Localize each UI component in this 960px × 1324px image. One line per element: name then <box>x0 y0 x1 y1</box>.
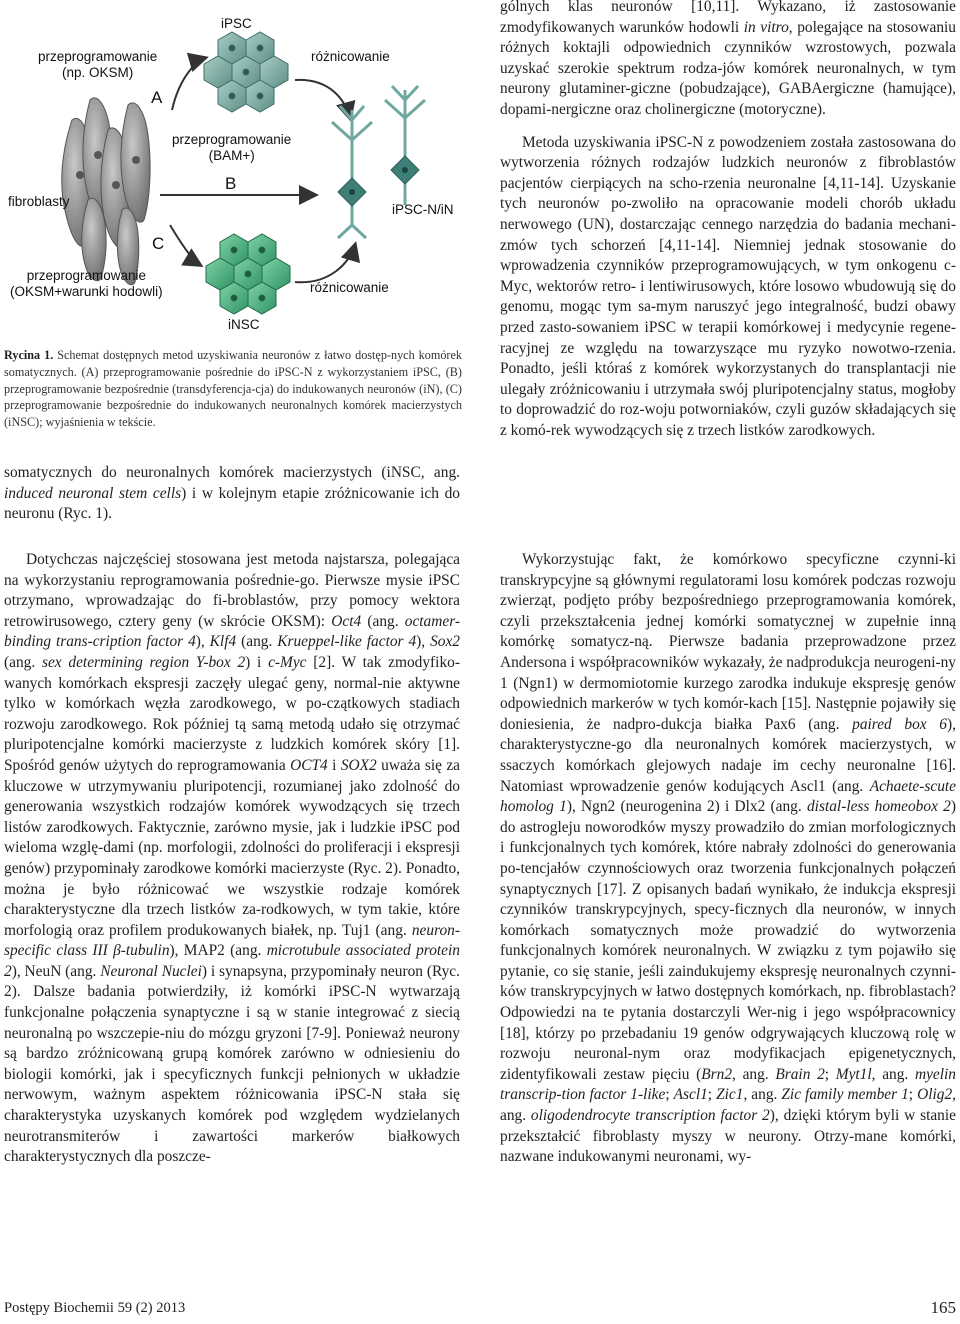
text-run: ), MAP2 (ang. <box>169 942 267 960</box>
italic-term: in vitro <box>743 18 789 36</box>
label-letter-c: C <box>152 234 165 253</box>
left-column <box>4 550 460 1168</box>
italic-term: Brain 2 <box>775 1065 825 1083</box>
italic-term: c-Myc <box>268 653 307 671</box>
left-paragraph-2 <box>4 550 460 1168</box>
arrow-a <box>172 58 205 110</box>
left-paragraph-1 <box>4 463 460 525</box>
journal-footer: Postępy Biochemii 59 (2) 2013 <box>4 1300 186 1316</box>
text-run: ), NeuN (ang. <box>11 962 101 980</box>
text-run: uważa się za kluczowe w utrzymywaniu pluripotencji, rozumianej jako zdolność do generowania wszystkich rodzajów komórek wywodzących się trzech listów zarodkowych. Faktycznie, zarówno mysie, jak i ludzkie iPSC pod wieloma wzglę-dami (np. morfologii, zdolności do proliferacji i ekspresji genów) przypominały zarodkowe komórki macierzyste (Ryc. 2). Ponadto, można je było różnicować we wszystkie rodzaje komórek charakterystyczne dla trzech listków za-rodkowych, w tym takie, które morfologią oraz profilem produkowanych białek, np. Tuj1 (ang. <box>4 756 460 939</box>
text-run: ) i synapsyna, przypominały neuron (Ryc. 2). Dalsze badania potwierdziły, iż komórki iPSC-N wytwarzają funkcjonalne połączenia synaptyczne i są w stanie integrować z siecią neuronalną po wszczepie-niu do mózgu gryzoni [7-9]. Ponieważ neurony są bardzo zróżnicowaną grupą komórek zarówno w odniesieniu do biologii komórki, jak i specyficznych funkcji pełnionych w układzie nerwowym, ważnym aspektem różnicowania iPSC-N stała się charakterystyka uzyskanych komórek pod względem wydzielanych neurotransmiterów i zawartości markerów białkowych charakterystycznych dla poszcze- <box>4 962 460 1166</box>
label-reprog-top-line2: (np. OKSM) <box>62 65 134 80</box>
caption-text: Schemat dostępnych metod uzyskiwania neuronów z łatwo dostęp-nych komórek somatycznych. (A) przeprogramowanie pośrednie do iPSC-N z wykorzystaniem iPSC, (B) przeprogramowanie bezpośrednie (transdyferencja-cja) do indukowanych neuronów (iN), (C) przeprogramowanie bezpośrednie do indukowanych neuronalnych komórek macierzystych (iNSC); wyjaśnienia w tekście. <box>4 348 462 430</box>
text-run: , ang. <box>732 1065 776 1083</box>
text-run: Wykorzystując fakt, że komórkowo specyficzne czynni-ki transkrypcyjne są głównymi regulatorami losu komórek podczas rozwoju zwierząt, podjęto próby bezpośredniego przeprogramowania komórek, czyli przekształcenia jednej komórki somatycznej w zupełnie inną komórkę somatycz-ną. Pierwsze badania przeprowadzone przez Andersona i współpracowników wykazały, że nadprodukcja neurogeni-ny 1 (Ngn1) w dermomiotomie kurzego zarodka indukuje ekspresję genów odpowiednich markerów w tych komór-kach [15]. Następnie pojawiły się doniesienia, że nadpro-dukcja białka Pax6 (ang. <box>500 551 956 733</box>
italic-term: Zic1 <box>716 1086 744 1104</box>
label-ipsc-in: iPSC-N/iN <box>392 202 454 217</box>
text-run: ) do astrogleju noworodków myszy prowadziło do zmian morfologicznych i funkcjonalnych tych komórek, które nabrały zdolności do generowania po-tencjałów czynnościowych oraz tworzenia funkcjonalnych połączeń synaptycznych [17]. Z opisanych badań wynikało, że indukcja ekspresji czynników transkrypcyjnych, specy-ficznych dla neuronów, w innych komórkach somatycznych może prowadzić do wytworzenia funkcjonalnych komórek neuronalnych. W związku z tym pojawiło się pytanie, co się stanie, jeśli zaindukujemy ekspresję neuronalnych czynni-ków transkrypcyjnych w łatwo dostępnych komórkach, np. fibroblastach? Odpowiedzi na te pytania dostarczyli Wer-nig i jego współpracownicy [18], którzy po przebadaniu 19 genów odgrywających kluczową rolę w rozwoju neuronal-nym oraz modyfikacjach epigenetycznych, zidentyfikowali zestaw pięciu ( <box>500 798 956 1083</box>
text-run: i <box>327 756 341 774</box>
text-run: gólnych klas neuronów [10,11]. Wykazano, iż zastosowanie zmodyfikowanych warunków hodowli <box>500 0 956 36</box>
italic-term: Ascl1 <box>673 1086 708 1104</box>
text-run: ; <box>824 1065 836 1083</box>
text-run: , ang. <box>871 1065 915 1083</box>
text-run: ; <box>665 1086 674 1104</box>
label-letter-b: B <box>225 174 237 193</box>
insc-cluster <box>206 234 290 314</box>
italic-term: Myt1l <box>835 1065 872 1083</box>
left-p1-italic: induced neuronal stem cells <box>4 484 182 502</box>
text-run: (ang. <box>4 653 42 671</box>
text-run: ), Ngn2 (neurogenina 2) i Dlx2 (ang. <box>566 798 807 816</box>
italic-term: microtubule associated protein 2 <box>4 942 460 980</box>
italic-term: octamer-binding trans-cription factor 4 <box>4 612 460 651</box>
label-fibroblasts: fibroblasty <box>8 194 70 209</box>
label-reprog-top <box>38 49 157 81</box>
italic-term: Zic family member 1 <box>781 1086 909 1104</box>
right-paragraph-2: Metoda uzyskiwania iPSC-N z powodzeniem została zastosowana do wytworzenia różnych rodzajów ludzkich neuronów z fibroblastów pacjentów cierpiących na scho-rzenia neuronalne [4,11-14]. Uzyskanie tych neuronów po-zwoliło na opracowanie modeli chorób układu nerwowego (UN), dostarczając cennego narzędzia do badania mechani-zmów tych schorzeń [4,11-14]. Niemniej jednak stosowanie do wprowadzenia czynników przeprogramowujących, w tym onkogenu c-Myc, wektorów retro- i lentiwirusowych, które losowo wbudowują się do genomu, mogąc tym sa-mym naruszyć jego integralność, budzi obawy przed zasto-sowaniem iPSC w terapii komórkowej i medycynie regene-racyjnej ze względu na towarzyszące mu ryzyko nowotwo-rzenia. Ponadto, jeśli któraś z komórek wykorzystanych do transplantacji nie ulegały zróżnicowaniu i utrzymała swój pluripotencjalny status, mogłoby to doprowadzić do roz-woju potworniaków, czyli guzów składających się z komó-rek wywodzących się z trzech listków zarodkowych. <box>500 133 956 439</box>
italic-term: Olig2 <box>917 1086 953 1104</box>
text-run: , ang. <box>743 1086 782 1104</box>
text-run: ) i <box>245 653 269 671</box>
text-run: ), dzięki którym byli w stanie przekształcić fibroblasty myszy w neurony. Otrzy-mane komórki, nazwane indukowanymi neuronami, wy- <box>500 1107 956 1166</box>
text-run: (ang. <box>236 633 278 651</box>
italic-term: Sox2 <box>430 633 460 651</box>
right-paragraph-3 <box>500 550 956 1168</box>
text-run: ; <box>707 1086 717 1104</box>
italic-term: Brn2 <box>701 1065 733 1083</box>
italic-term: SOX2 <box>340 756 377 774</box>
label-diff-bottom: różnicowanie <box>310 280 389 295</box>
label-reprog-bottom-line2: (OKSM+warunki hodowli) <box>10 284 163 299</box>
text-run: Dotychczas najczęściej stosowana jest metoda najstarsza, polegająca na wykorzystaniu reprogramowania pośrednie-go. Pierwsze mysie iPSC otrzymano, wprowadzając do fi-broblastów, przy pomocy wektora retrowirusowego, cztery geny (w skrócie OKSM): <box>4 551 460 630</box>
italic-term: paired box 6 <box>852 715 948 733</box>
text-run: ; <box>908 1086 918 1104</box>
page-number: 165 <box>930 1298 956 1317</box>
text-run: (ang. <box>361 612 405 630</box>
left-p1-text-b: ) i w kolejnym etapie zróżnicowanie ich do neuronu (Ryc. 1). <box>4 484 461 523</box>
italic-term: oligodendrocyte transcription factor 2 <box>530 1107 770 1125</box>
ipsc-colony <box>204 32 288 112</box>
italic-term: Klf4 <box>209 633 237 651</box>
label-ipsc: iPSC <box>221 16 252 31</box>
arrow-diff-bottom <box>295 245 355 282</box>
label-letter-a: A <box>151 88 163 107</box>
italic-term: Krueppel-like factor 4 <box>277 633 417 651</box>
label-reprog-top-line1: przeprogramowanie <box>38 49 158 64</box>
italic-term: sex determining region Y-box 2 <box>41 653 246 671</box>
figure-1 <box>0 0 468 340</box>
label-reprog-bottom-line1: przeprogramowanie <box>26 268 146 283</box>
text-run: ), <box>195 633 210 651</box>
figure-caption <box>4 347 462 431</box>
label-insc: iNSC <box>228 317 260 332</box>
italic-term: OCT4 <box>290 756 328 774</box>
italic-term: Achaete-scute homolog 1 <box>500 777 956 816</box>
arrow-diff-top <box>295 80 350 118</box>
left-column-continuation <box>4 463 460 525</box>
caption-label: Rycina 1. <box>4 348 54 362</box>
italic-term: neuron-specific class III β-tubulin <box>4 921 460 960</box>
label-diff-top: różnicowanie <box>311 49 390 64</box>
italic-term: myelin transcrip-tion factor 1-like <box>500 1065 956 1104</box>
label-reprog-mid-line1: przeprogramowanie <box>172 132 292 147</box>
arrow-c <box>170 225 200 265</box>
text-run: [2]. W tak zmodyfiko-wanych komórkach ekspresji zaczęły ulegać geny, normal-nie aktywne tylko w komórkach węzła zarodkowego, w po-czątkowych stadiach rozwoju zarodkowego. Rok później tą samą metodą udało się otrzymać pluripotencjalne komórki macierzyste z ludzkich komórek skóry [1]. Spośród genów użytych do reprogramowania <box>4 653 460 774</box>
fibroblast-cells <box>62 98 150 285</box>
left-p1-text-a: somatycznych do neuronalnych komórek macierzystych (iNSC, ang. <box>4 464 460 481</box>
italic-term: distal-less homeobox 2 <box>806 798 951 816</box>
text-run: ), charakterystyczne-go dla neuronalnych komórek macierzystych, w ssaczych komórkach glejowych nadaje im cechy neuronalne [16]. Natomiast wprowadzenie genów kodujących Ascl1 (ang. <box>500 715 956 795</box>
label-reprog-mid <box>172 132 291 164</box>
right-paragraph-1 <box>500 0 956 121</box>
italic-term: Oct4 <box>331 612 362 630</box>
right-column-bottom <box>500 550 956 1168</box>
text-run: ), <box>416 633 431 651</box>
text-run: , polegające na stosowaniu różnych koktajli odpowiednich czynników wzrostowych, pozwala uzyskać szerokie spektrum rodza-jów komórek neuronalnych, w tym neurony glutaminer-giczne (pobudzające), GABAergiczne (hamujące), dopami-nergiczne oraz cholinergiczne (motoryczne). <box>500 18 956 118</box>
text-run: , ang. <box>500 1086 956 1125</box>
label-reprog-mid-line2: (BAM+) <box>208 148 255 163</box>
right-column-top <box>500 0 956 441</box>
label-reprog-bottom <box>10 268 163 300</box>
italic-term: Neuronal Nuclei <box>100 962 202 980</box>
